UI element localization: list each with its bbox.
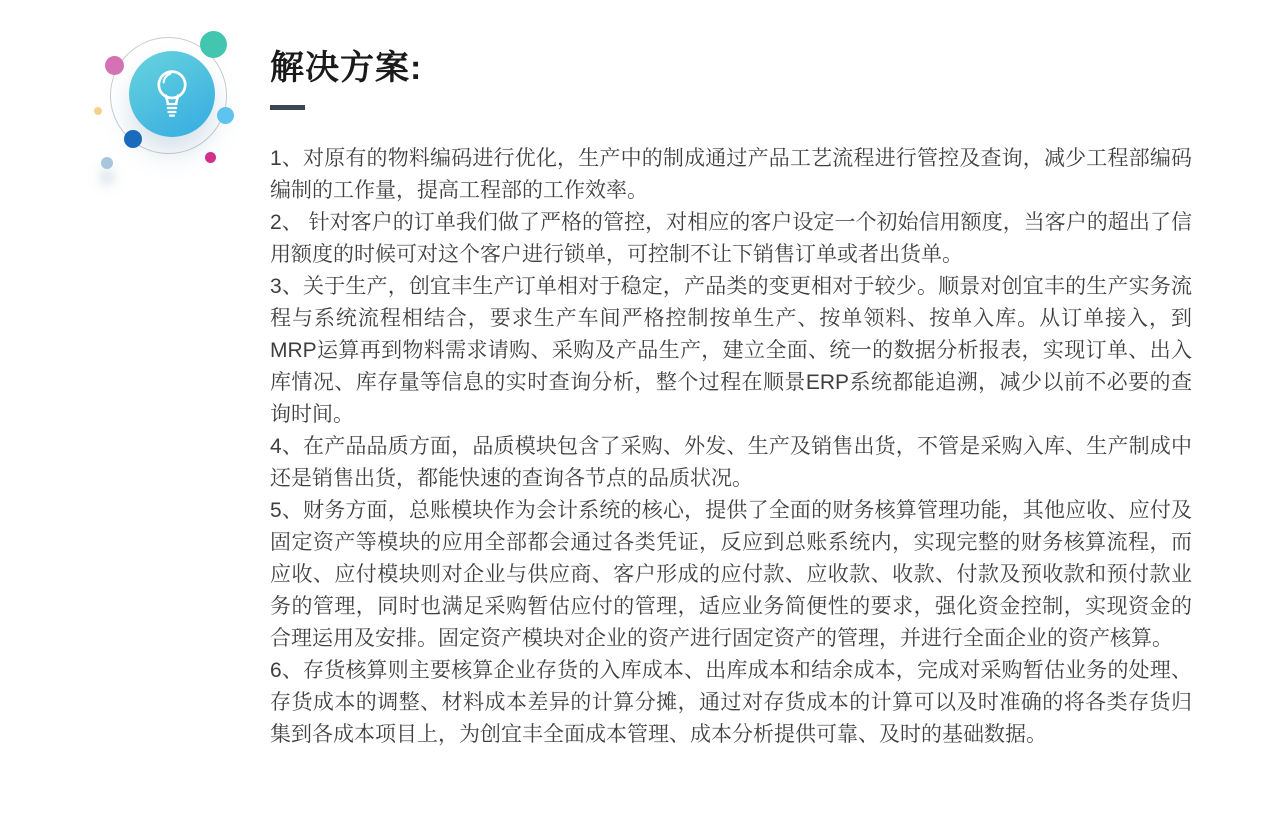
- solution-paragraph: 1、对原有的物料编码进行优化，生产中的制成通过产品工艺流程进行管控及查询，减少工程部编码编制的工作量，提高工程部的工作效率。: [270, 147, 1192, 202]
- solution-paragraph: 2、 针对客户的订单我们做了严格的管控，对相应的客户设定一个初始信用额度，当客户的超出了信用额度的时候可对这个客户进行锁单，可控制不让下销售订单或者出货单。: [270, 211, 1192, 266]
- solution-paragraph: 6、存货核算则主要核算企业存货的入库成本、出库成本和结余成本，完成对采购暂估业务的处理、存货成本的调整、材料成本差异的计算分摊，通过对存货成本的计算可以及时准确的将各类存货归集到各成本项目上，为创宜丰全面成本管理、成本分析提供可靠、及时的基础数据。: [270, 659, 1192, 746]
- solution-paragraph: 3、关于生产，创宜丰生产订单相对于稳定，产品类的变更相对于较少。顺景对创宜丰的生产实务流程与系统流程相结合，要求生产车间严格控制按单生产、按单领料、按单入库。从订单接入，到MRP运算再到物料需求请购、采购及产品生产，建立全面、统一的数据分析报表，实现订单、出入库情况、库存量等信息的实时查询分析，整个过程在顺景ERP系统都能追溯，减少以前不必要的查询时间。: [270, 275, 1192, 426]
- decorative-dot-dark-blue: [124, 130, 142, 148]
- decorative-dot-pink: [105, 56, 124, 75]
- lightbulb-circle: [129, 51, 215, 137]
- decorative-dot-pale-blue: [101, 157, 113, 169]
- decorative-dot-teal: [200, 31, 227, 58]
- title-underline-divider: [270, 105, 305, 110]
- solution-illustration: [0, 0, 260, 210]
- decorative-dot-magenta: [205, 152, 216, 163]
- solution-paragraph: 5、财务方面，总账模块作为会计系统的核心，提供了全面的财务核算管理功能，其他应收、应付及固定资产等模块的应用全部都会通过各类凭证，反应到总账系统内，实现完整的财务核算流程，而应收、应付模块则对企业与供应商、客户形成的应付款、应收款、收款、付款及预收款和预付款业务的管理，同时也满足采购暂估应付的管理，适应业务简便性的要求，强化资金控制，实现资金的合理运用及安排。固定资产模块对企业的资产进行固定资产的管理，并进行全面企业的资产核算。: [270, 499, 1192, 650]
- solution-content: [270, 48, 1192, 751]
- decorative-dot-sky-blue: [217, 107, 234, 124]
- decorative-dot-yellow: [94, 107, 102, 115]
- solution-paragraphs: [270, 143, 1192, 751]
- lightbulb-icon: [148, 62, 196, 127]
- section-title: 解决方案:: [270, 49, 423, 87]
- solution-paragraph: 4、在产品品质方面，品质模块包含了采购、外发、生产及销售出货，不管是采购入库、生产制成中还是销售出货，都能快速的查询各节点的品质状况。: [270, 435, 1192, 490]
